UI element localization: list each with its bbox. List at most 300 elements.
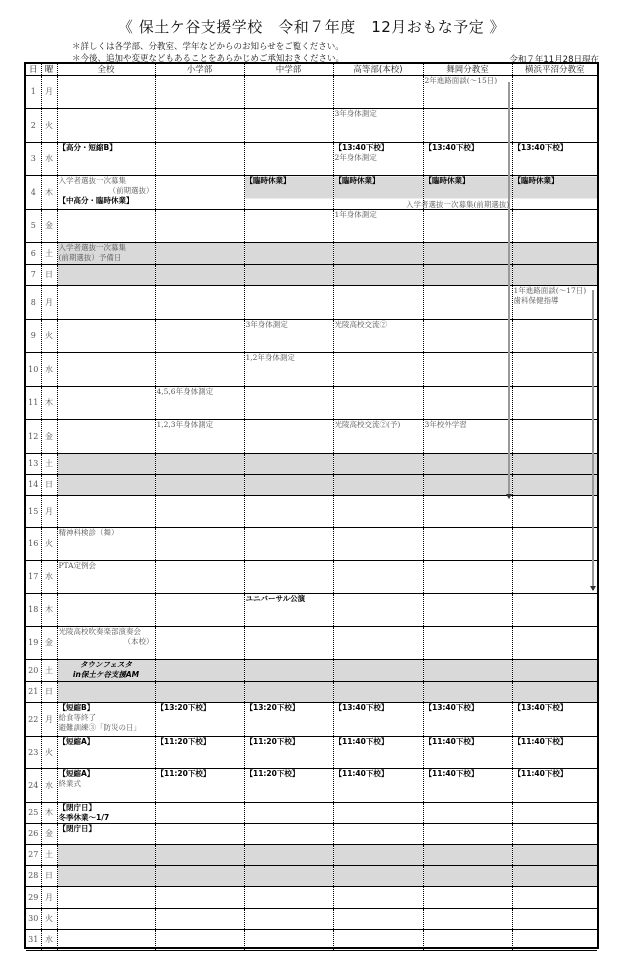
day-of-week: 火 bbox=[41, 528, 57, 561]
event-label: タウンフェスタ bbox=[79, 660, 133, 669]
table-row bbox=[26, 769, 597, 803]
cell-elementary bbox=[155, 143, 244, 176]
day-of-week: 水 bbox=[41, 769, 57, 803]
cell-elementary bbox=[155, 909, 244, 930]
event-label: (前期選抜）予備日 bbox=[58, 253, 122, 262]
event-label-bold: 【短縮A】 bbox=[58, 737, 95, 746]
cell-junior-high bbox=[244, 243, 333, 265]
day-number: 30 bbox=[26, 909, 41, 930]
event-label: 4,5,6年身体測定 bbox=[156, 387, 214, 396]
cell-maioka bbox=[423, 265, 512, 286]
cell-maioka bbox=[423, 737, 512, 769]
cell-maioka bbox=[423, 353, 512, 387]
day-number: 12 bbox=[26, 420, 41, 454]
cell-maioka bbox=[423, 887, 512, 909]
day-number: 15 bbox=[26, 496, 41, 528]
table-row bbox=[26, 475, 597, 496]
day-of-week: 金 bbox=[41, 627, 57, 660]
cell-elementary bbox=[155, 737, 244, 769]
table-row bbox=[26, 353, 597, 387]
event-label: 3年身体測定 bbox=[334, 109, 377, 118]
day-of-week: 日 bbox=[41, 265, 57, 286]
cell-hiranuma bbox=[512, 737, 597, 769]
event-label: （本校） bbox=[123, 637, 154, 646]
cell-elementary bbox=[155, 387, 244, 420]
cell-elementary bbox=[155, 660, 244, 682]
event-label: 避難訓練③「防災の日」 bbox=[58, 723, 141, 732]
day-number: 18 bbox=[26, 594, 41, 627]
cell-high-school bbox=[333, 143, 423, 176]
day-of-week: 日 bbox=[41, 682, 57, 703]
cell-high-school bbox=[333, 420, 423, 454]
cell-elementary bbox=[155, 176, 244, 210]
cell-all-school bbox=[57, 594, 155, 627]
cell-elementary bbox=[155, 769, 244, 803]
cell-junior-high bbox=[244, 561, 333, 594]
day-number: 19 bbox=[26, 627, 41, 660]
cell-all-school bbox=[57, 909, 155, 930]
day-of-week: 金 bbox=[41, 824, 57, 845]
event-label-bold: 【13:20下校】 bbox=[156, 703, 211, 712]
cell-all-school bbox=[57, 475, 155, 496]
day-of-week: 土 bbox=[41, 454, 57, 475]
table-row bbox=[26, 682, 597, 703]
cell-junior-high bbox=[244, 528, 333, 561]
cell-junior-high bbox=[244, 353, 333, 387]
cell-junior-high bbox=[244, 769, 333, 803]
cell-junior-high bbox=[244, 76, 333, 109]
cell-maioka bbox=[423, 286, 512, 320]
table-row bbox=[26, 703, 597, 737]
table-row bbox=[26, 243, 597, 265]
cell-all-school bbox=[57, 528, 155, 561]
cell-maioka bbox=[423, 866, 512, 887]
table-row bbox=[26, 420, 597, 454]
event-label-bold: 【短縮A】 bbox=[58, 769, 95, 778]
day-of-week: 木 bbox=[41, 594, 57, 627]
day-number: 2 bbox=[26, 109, 41, 143]
day-number: 1 bbox=[26, 76, 41, 109]
day-of-week: 水 bbox=[41, 561, 57, 594]
cell-maioka bbox=[423, 682, 512, 703]
cell-high-school bbox=[333, 803, 423, 824]
cell-elementary bbox=[155, 682, 244, 703]
cell-junior-high bbox=[244, 909, 333, 930]
cell-elementary bbox=[155, 866, 244, 887]
cell-maioka bbox=[423, 210, 512, 243]
cell-hiranuma bbox=[512, 660, 597, 682]
cell-all-school bbox=[57, 496, 155, 528]
cell-high-school bbox=[333, 769, 423, 803]
table-row bbox=[26, 887, 597, 909]
event-label-bold: 【臨時休業】 bbox=[334, 176, 380, 185]
event-label-bold: 【11:40下校】 bbox=[424, 737, 479, 746]
event-label: in保土ケ谷支援AM bbox=[72, 670, 140, 679]
cell-elementary bbox=[155, 475, 244, 496]
cell-hiranuma bbox=[512, 143, 597, 176]
cell-elementary bbox=[155, 353, 244, 387]
col-hiranuma: 横浜平沼分教室 bbox=[512, 64, 597, 76]
event-label-bold: 【13:40下校】 bbox=[334, 143, 389, 152]
day-of-week: 火 bbox=[41, 320, 57, 353]
table-row bbox=[26, 286, 597, 320]
day-number: 28 bbox=[26, 866, 41, 887]
cell-junior-high bbox=[244, 109, 333, 143]
cell-junior-high bbox=[244, 930, 333, 951]
cell-all-school bbox=[57, 76, 155, 109]
event-label: （前期選抜） bbox=[108, 186, 154, 195]
cell-maioka bbox=[423, 475, 512, 496]
cell-all-school bbox=[57, 737, 155, 769]
cell-junior-high bbox=[244, 420, 333, 454]
cell-maioka bbox=[423, 703, 512, 737]
table-row bbox=[26, 454, 597, 475]
cell-elementary bbox=[155, 76, 244, 109]
cell-high-school bbox=[333, 454, 423, 475]
cell-all-school bbox=[57, 320, 155, 353]
event-label-bold: 【11:40下校】 bbox=[334, 737, 389, 746]
cell-junior-high bbox=[244, 824, 333, 845]
table-row bbox=[26, 143, 597, 176]
cell-high-school bbox=[333, 909, 423, 930]
table-row bbox=[26, 109, 597, 143]
col-elementary: 小学部 bbox=[155, 64, 244, 76]
cell-maioka bbox=[423, 454, 512, 475]
cell-hiranuma bbox=[512, 528, 597, 561]
event-label-bold: 【11:40下校】 bbox=[334, 769, 389, 778]
cell-elementary bbox=[155, 627, 244, 660]
day-number: 31 bbox=[26, 930, 41, 951]
cell-high-school bbox=[333, 703, 423, 737]
event-label-bold: 【中高分・臨時休業】 bbox=[58, 196, 134, 205]
event-label-bold: 【短縮B】 bbox=[58, 703, 95, 712]
cell-all-school bbox=[57, 387, 155, 420]
cell-maioka bbox=[423, 387, 512, 420]
cell-hiranuma bbox=[512, 594, 597, 627]
cell-junior-high bbox=[244, 143, 333, 176]
day-of-week: 木 bbox=[41, 387, 57, 420]
event-label: 精神科検診（舞） bbox=[58, 528, 119, 537]
note-2: ＊今後、追加や変更などもあることをあらかじめご承知おきください。 bbox=[72, 54, 345, 64]
cell-hiranuma bbox=[512, 265, 597, 286]
cell-high-school bbox=[333, 594, 423, 627]
cell-junior-high bbox=[244, 887, 333, 909]
col-all-school: 全校 bbox=[57, 64, 155, 76]
cell-elementary bbox=[155, 286, 244, 320]
table-row bbox=[26, 845, 597, 866]
cell-hiranuma bbox=[512, 243, 597, 265]
day-of-week: 火 bbox=[41, 109, 57, 143]
cell-elementary bbox=[155, 528, 244, 561]
cell-elementary bbox=[155, 243, 244, 265]
cell-all-school bbox=[57, 887, 155, 909]
cell-high-school bbox=[333, 320, 423, 353]
cell-all-school bbox=[57, 176, 155, 210]
cell-junior-high bbox=[244, 845, 333, 866]
cell-junior-high bbox=[244, 265, 333, 286]
table-row bbox=[26, 176, 597, 210]
cell-hiranuma bbox=[512, 909, 597, 930]
cell-junior-high bbox=[244, 496, 333, 528]
event-label-bold: 【13:40下校】 bbox=[424, 143, 479, 152]
col-high-school: 高等部(本校) bbox=[333, 64, 423, 76]
cell-all-school bbox=[57, 930, 155, 951]
cell-maioka bbox=[423, 594, 512, 627]
cell-elementary bbox=[155, 703, 244, 737]
day-of-week: 土 bbox=[41, 660, 57, 682]
cell-junior-high bbox=[244, 475, 333, 496]
day-number: 24 bbox=[26, 769, 41, 803]
hiranuma-arrowhead-icon bbox=[590, 586, 596, 591]
cell-junior-high bbox=[244, 387, 333, 420]
cell-junior-high bbox=[244, 320, 333, 353]
cell-junior-high bbox=[244, 210, 333, 243]
table-row bbox=[26, 561, 597, 594]
day-of-week: 金 bbox=[41, 420, 57, 454]
event-label: 1,2,3年身体測定 bbox=[156, 420, 214, 429]
cell-high-school bbox=[333, 76, 423, 109]
day-number: 14 bbox=[26, 475, 41, 496]
event-label: 2年身体測定 bbox=[334, 153, 377, 162]
cell-hiranuma bbox=[512, 866, 597, 887]
table-row bbox=[26, 76, 597, 109]
cell-hiranuma bbox=[512, 682, 597, 703]
cell-maioka bbox=[423, 143, 512, 176]
cell-elementary bbox=[155, 930, 244, 951]
cell-high-school bbox=[333, 866, 423, 887]
event-label-bold: 【11:20下校】 bbox=[245, 769, 300, 778]
event-label-bold: 【11:20下校】 bbox=[156, 769, 211, 778]
day-number: 10 bbox=[26, 353, 41, 387]
table-row bbox=[26, 866, 597, 887]
cell-hiranuma bbox=[512, 930, 597, 951]
cell-all-school bbox=[57, 803, 155, 824]
cell-all-school bbox=[57, 769, 155, 803]
event-label: 光陵高校交流② bbox=[334, 320, 387, 329]
event-label: PTA定例会 bbox=[58, 561, 97, 570]
day-number: 23 bbox=[26, 737, 41, 769]
event-label: 歯科保健指導 bbox=[513, 296, 559, 305]
col-day: 日 bbox=[26, 64, 41, 76]
day-number: 8 bbox=[26, 286, 41, 320]
cell-elementary bbox=[155, 561, 244, 594]
day-number: 4 bbox=[26, 176, 41, 210]
cell-high-school bbox=[333, 496, 423, 528]
cell-all-school bbox=[57, 265, 155, 286]
cell-high-school bbox=[333, 243, 423, 265]
event-label: 1,2年身体測定 bbox=[245, 353, 295, 362]
cell-high-school bbox=[333, 561, 423, 594]
day-number: 7 bbox=[26, 265, 41, 286]
cell-hiranuma bbox=[512, 353, 597, 387]
cell-elementary bbox=[155, 887, 244, 909]
day-of-week: 日 bbox=[41, 475, 57, 496]
cell-junior-high bbox=[244, 660, 333, 682]
cell-hiranuma bbox=[512, 803, 597, 824]
col-junior-high: 中学部 bbox=[244, 64, 333, 76]
cell-junior-high bbox=[244, 627, 333, 660]
cell-maioka bbox=[423, 76, 512, 109]
cell-high-school bbox=[333, 737, 423, 769]
cell-junior-high bbox=[244, 866, 333, 887]
event-label-bold: 【11:40下校】 bbox=[513, 737, 568, 746]
cell-junior-high bbox=[244, 737, 333, 769]
day-number: 27 bbox=[26, 845, 41, 866]
cell-all-school bbox=[57, 824, 155, 845]
day-of-week: 日 bbox=[41, 866, 57, 887]
cell-high-school bbox=[333, 286, 423, 320]
cell-maioka bbox=[423, 909, 512, 930]
event-label-bold: 【閉庁日】 bbox=[58, 803, 96, 812]
table-row bbox=[26, 496, 597, 528]
cell-high-school bbox=[333, 682, 423, 703]
cell-elementary bbox=[155, 496, 244, 528]
cell-maioka bbox=[423, 320, 512, 353]
cell-hiranuma bbox=[512, 454, 597, 475]
cell-all-school bbox=[57, 682, 155, 703]
cell-hiranuma bbox=[512, 769, 597, 803]
day-number: 13 bbox=[26, 454, 41, 475]
day-number: 3 bbox=[26, 143, 41, 176]
cell-maioka bbox=[423, 769, 512, 803]
cell-elementary bbox=[155, 420, 244, 454]
event-label-bold: 【11:40下校】 bbox=[424, 769, 479, 778]
table-row bbox=[26, 824, 597, 845]
cell-elementary bbox=[155, 594, 244, 627]
day-number: 20 bbox=[26, 660, 41, 682]
day-number: 16 bbox=[26, 528, 41, 561]
event-label-bold: 【臨時休業】 bbox=[245, 176, 291, 185]
cell-high-school bbox=[333, 210, 423, 243]
table-row bbox=[26, 265, 597, 286]
cell-high-school bbox=[333, 845, 423, 866]
cell-maioka bbox=[423, 496, 512, 528]
event-label: 3年身体測定 bbox=[245, 320, 288, 329]
table-row bbox=[26, 930, 597, 951]
cell-all-school bbox=[57, 210, 155, 243]
cell-junior-high bbox=[244, 803, 333, 824]
event-label: 光陵高校吹奏楽部演奏会 bbox=[58, 627, 141, 636]
col-maioka: 舞岡分教室 bbox=[423, 64, 512, 76]
cell-hiranuma bbox=[512, 561, 597, 594]
cell-maioka bbox=[423, 824, 512, 845]
cell-high-school bbox=[333, 887, 423, 909]
cell-maioka bbox=[423, 561, 512, 594]
day-of-week: 土 bbox=[41, 845, 57, 866]
schedule-table bbox=[24, 62, 599, 949]
cell-high-school bbox=[333, 660, 423, 682]
event-label-bold: 【11:20下校】 bbox=[156, 737, 211, 746]
day-number: 6 bbox=[26, 243, 41, 265]
event-label-bold: 【11:20下校】 bbox=[245, 737, 300, 746]
table-row bbox=[26, 210, 597, 243]
cell-junior-high bbox=[244, 703, 333, 737]
cell-maioka bbox=[423, 243, 512, 265]
cell-high-school bbox=[333, 265, 423, 286]
event-label-bold: 【閉庁日】 bbox=[58, 824, 96, 833]
page-title: 《 保土ケ谷支援学校 令和７年度 12月おもな予定 》 bbox=[117, 18, 506, 36]
cell-hiranuma bbox=[512, 387, 597, 420]
day-number: 11 bbox=[26, 387, 41, 420]
cell-high-school bbox=[333, 627, 423, 660]
cell-high-school bbox=[333, 353, 423, 387]
cell-hiranuma bbox=[512, 176, 597, 210]
day-of-week: 月 bbox=[41, 286, 57, 320]
event-label-bold: 【13:40下校】 bbox=[513, 703, 568, 712]
event-label-bold: ユニバーサル公演 bbox=[245, 594, 306, 603]
cell-elementary bbox=[155, 845, 244, 866]
cell-hiranuma bbox=[512, 475, 597, 496]
day-of-week: 土 bbox=[41, 243, 57, 265]
header-row bbox=[26, 64, 597, 76]
event-label: 2年進路面談(～15日) bbox=[424, 76, 498, 85]
table-row bbox=[26, 320, 597, 353]
event-label-bold: 【高分・短縮B】 bbox=[58, 143, 117, 152]
cell-all-school bbox=[57, 143, 155, 176]
as-of-date: 令和７年11月28日現在 bbox=[509, 55, 599, 65]
day-number: 21 bbox=[26, 682, 41, 703]
cell-maioka bbox=[423, 528, 512, 561]
day-of-week: 火 bbox=[41, 737, 57, 769]
cell-elementary bbox=[155, 109, 244, 143]
event-label-bold: 【13:40下校】 bbox=[513, 143, 568, 152]
cell-junior-high bbox=[244, 682, 333, 703]
cell-all-school bbox=[57, 660, 155, 682]
table-row bbox=[26, 627, 597, 660]
cell-elementary bbox=[155, 320, 244, 353]
event-label: 入学者選抜一次募集 bbox=[58, 243, 126, 252]
day-number: 29 bbox=[26, 887, 41, 909]
day-of-week: 木 bbox=[41, 803, 57, 824]
hiranuma-range-arrow bbox=[592, 290, 594, 590]
cell-junior-high bbox=[244, 594, 333, 627]
cell-elementary bbox=[155, 803, 244, 824]
cell-hiranuma bbox=[512, 210, 597, 243]
col-dow: 曜 bbox=[41, 64, 57, 76]
table-row bbox=[26, 737, 597, 769]
cell-hiranuma bbox=[512, 845, 597, 866]
cell-junior-high bbox=[244, 176, 333, 210]
cell-hiranuma bbox=[512, 627, 597, 660]
cell-hiranuma bbox=[512, 496, 597, 528]
table-row bbox=[26, 594, 597, 627]
note-1: ＊詳しくは各学部、分教室、学年などからのお知らせをご覧ください。 bbox=[72, 42, 344, 52]
cell-maioka bbox=[423, 627, 512, 660]
event-label-bold: 【臨時休業】 bbox=[424, 176, 470, 185]
span-note-day4: 入学者選抜一次募集(前期選抜) bbox=[406, 200, 510, 209]
cell-elementary bbox=[155, 265, 244, 286]
cell-junior-high bbox=[244, 454, 333, 475]
day-of-week: 火 bbox=[41, 909, 57, 930]
cell-hiranuma bbox=[512, 703, 597, 737]
table-row bbox=[26, 909, 597, 930]
cell-elementary bbox=[155, 454, 244, 475]
event-label-bold: 【11:40下校】 bbox=[513, 769, 568, 778]
table-row bbox=[26, 803, 597, 824]
event-label: 1年進路面談(～17日) bbox=[513, 286, 587, 295]
cell-hiranuma bbox=[512, 109, 597, 143]
cell-high-school bbox=[333, 109, 423, 143]
cell-high-school bbox=[333, 930, 423, 951]
event-label: 終業式 bbox=[58, 779, 81, 788]
event-label: 3年校外学習 bbox=[424, 420, 467, 429]
table-row bbox=[26, 528, 597, 561]
cell-hiranuma bbox=[512, 824, 597, 845]
day-number: 22 bbox=[26, 703, 41, 737]
cell-all-school bbox=[57, 561, 155, 594]
cell-high-school bbox=[333, 475, 423, 496]
cell-all-school bbox=[57, 627, 155, 660]
